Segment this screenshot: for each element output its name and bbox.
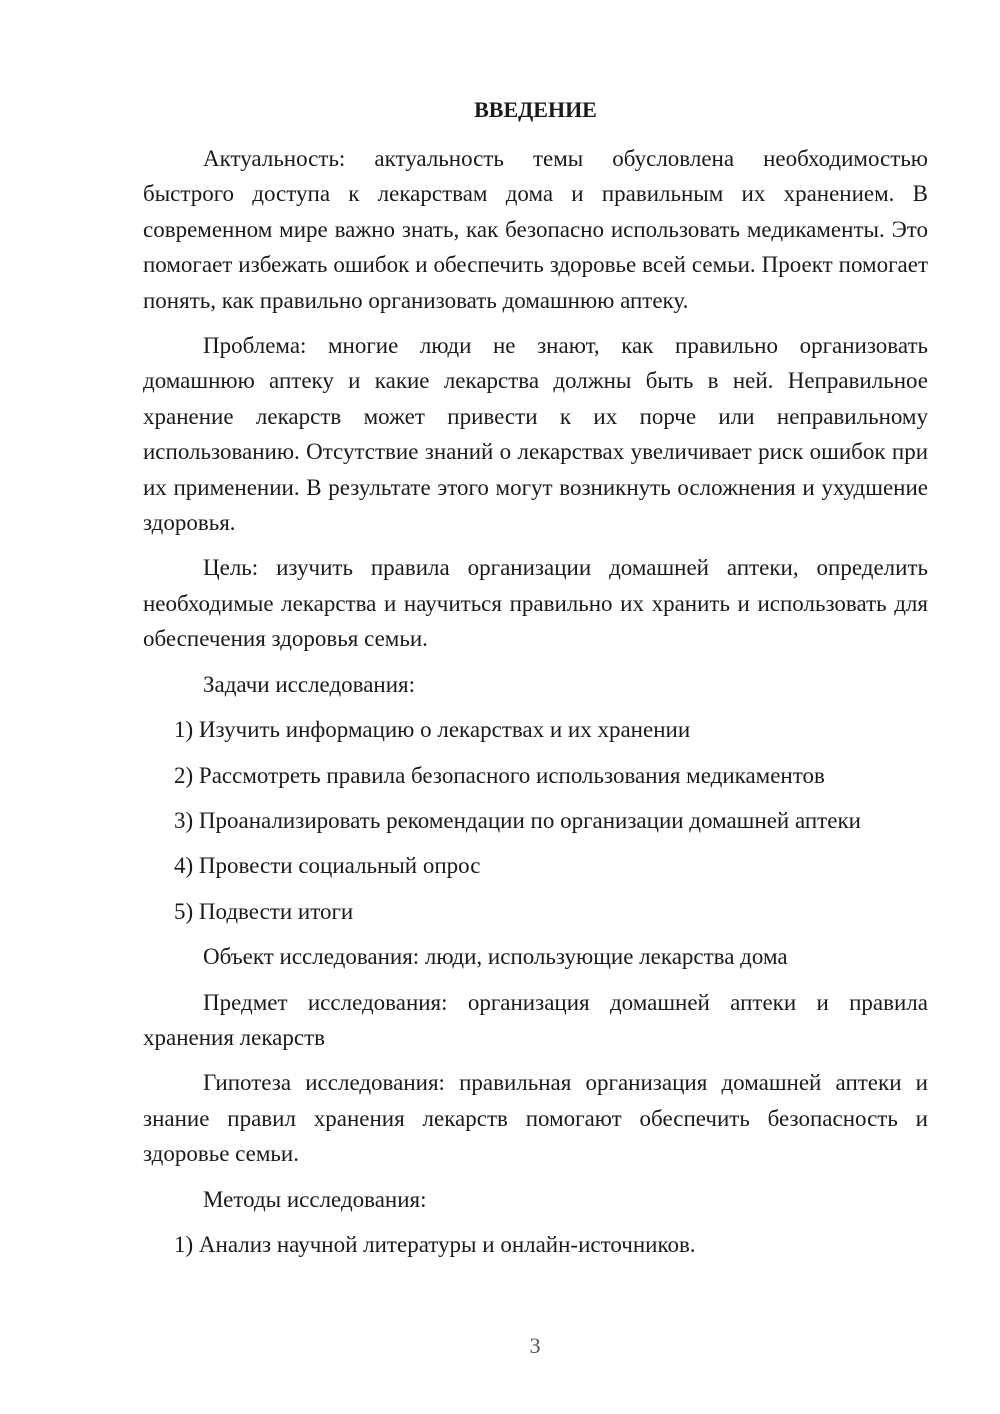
method-item: 1) Анализ научной литературы и онлайн-источников. (174, 1231, 696, 1257)
methods-heading: Методы исследования: (203, 1186, 427, 1212)
task-item: 1) Изучить информацию о лекарствах и их хранении (174, 717, 691, 743)
object-paragraph: Объект исследования: люди, использующие лекарства дома (203, 944, 788, 970)
task-item: 3) Проанализировать рекомендации по организации домашней аптеки (174, 807, 861, 833)
task-item: 2) Рассмотреть правила безопасного использования медикаментов (174, 762, 825, 788)
task-item: 5) Подвести итоги (174, 898, 354, 924)
page-number: 3 (529, 1333, 541, 1358)
hypothesis-paragraph: Гипотеза исследования: правильная организация домашней аптеки и знание правил хранения лекарств помогают обеспечить безопасность и здоровье семьи. (143, 1070, 928, 1167)
goal-paragraph: Цель: изучить правила организации домашней аптеки, определить необходимые лекарства и научиться правильно их хранить и использовать для обеспечения здоровья семьи. (143, 555, 928, 652)
section-title: ВВЕДЕНИЕ (474, 97, 597, 122)
task-item: 4) Провести социальный опрос (174, 853, 481, 879)
subject-paragraph: Предмет исследования: организация домашней аптеки и правила хранения лекарств (143, 989, 928, 1050)
tasks-heading: Задачи исследования: (203, 671, 416, 697)
relevance-paragraph: Актуальность: актуальность темы обусловлена необходимостью быстрого доступа к лекарствам дома и правильным их хранением. В современном мире важно знать, как безопасно использовать медикаменты. Это помогает избежать ошибок и обеспечить здоровье всей семьи. Проект помогает понять, как правильно организовать домашнюю аптеку. (143, 146, 928, 313)
document-page (143, 95, 928, 1272)
problem-paragraph: Проблема: многие люди не знают, как правильно организовать домашнюю аптеку и какие лекарства должны быть в ней. Неправильное хранение лекарств может привести к их порче или неправильному использованию. Отсутствие знаний о лекарствах увеличивает риск ошибок при их применении. В результате этого могут возникнуть осложнения и ухудшение здоровья. (143, 333, 928, 536)
